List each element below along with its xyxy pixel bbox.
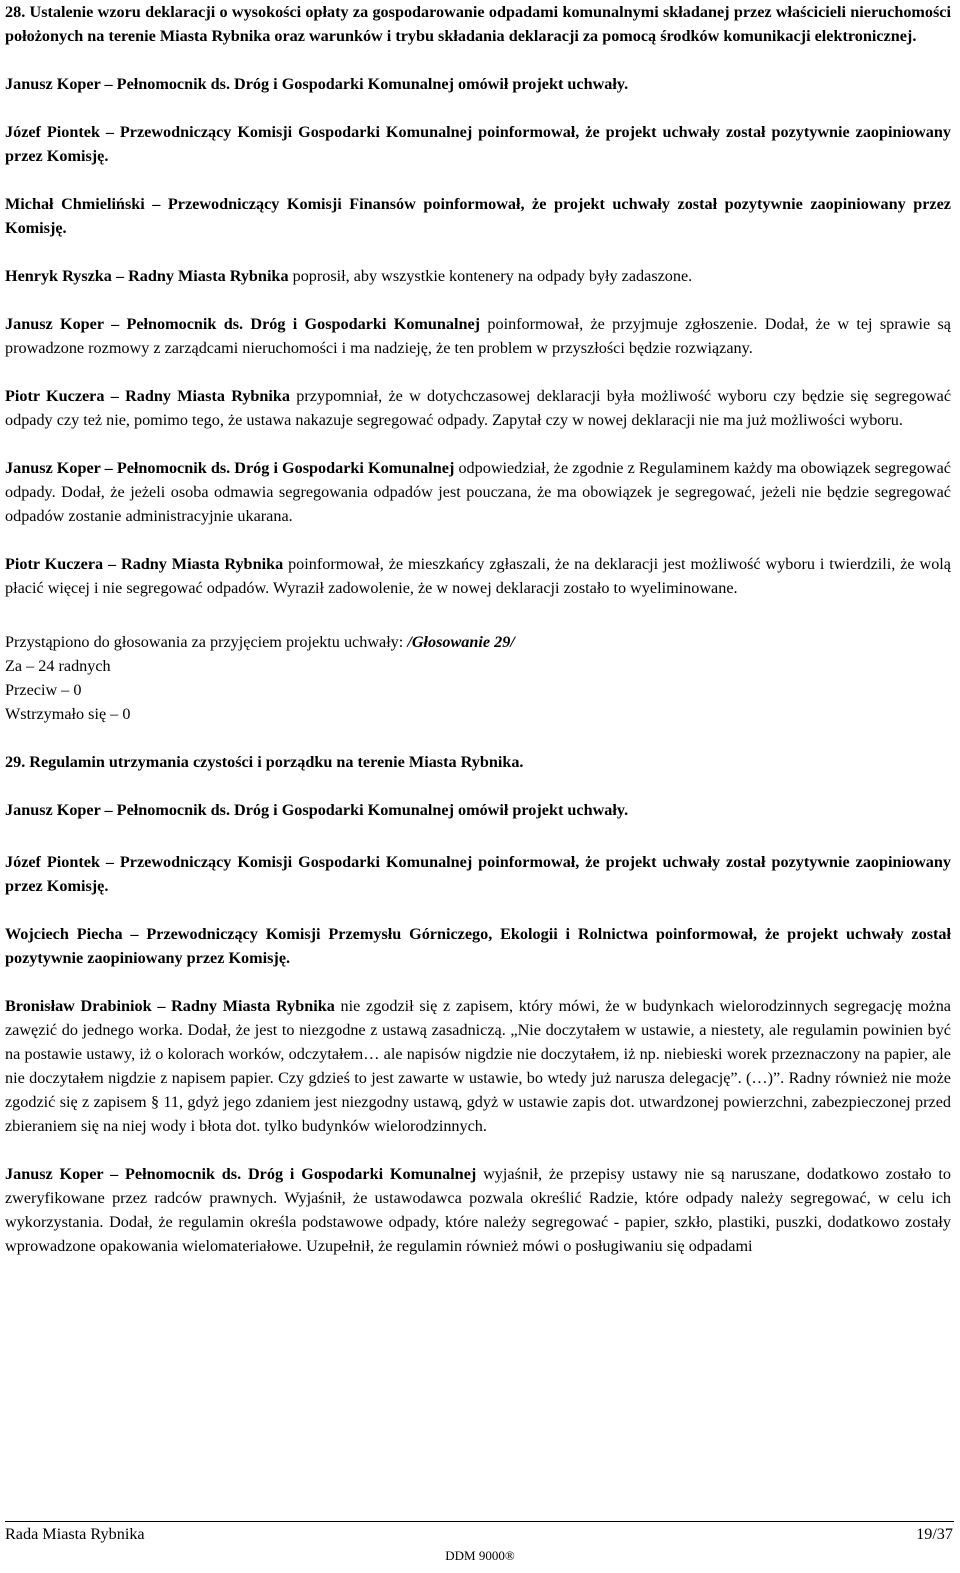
speaker: Janusz Koper – Pełnomocnik ds. Dróg i Gospodarki Komunalnej [5,315,481,333]
item-29-paragraph-2: Józef Piontek – Przewodniczący Komisji Gospodarki Komunalnej poinformował, że projekt uchwały został pozytywnie zaopiniowany przez Komisję. [5,853,951,895]
item-28-paragraph-4 [5,264,951,288]
vote-intro-text: Przystąpiono do głosowania za przyjęciem projektu uchwały: [5,633,408,651]
item-29-heading: 29. Regulamin utrzymania czystości i porządku na terenie Miasta Rybnika. [5,753,524,771]
speaker: Janusz Koper – Pełnomocnik ds. Dróg i Gospodarki Komunalnej [5,1165,477,1183]
item-28-heading: 28. Ustalenie wzoru deklaracji o wysokości opłaty za gospodarowanie odpadami komunalnymi składanej przez właścicieli nieruchomości położonych na terenie Miasta Rybnika oraz warunków i trybu składania deklaracji za pomocą środków komunikacji elektronicznej. [5,3,951,45]
item-29-paragraph-4 [5,994,951,1138]
speaker: Bronisław Drabiniok – Radny Miasta Rybnika [5,997,335,1015]
item-29-paragraph-5 [5,1162,951,1258]
statement: poinformował, że mieszkańcy zgłaszali, że na deklaracji jest możliwość wyboru i twierdzili, że wolą płacić więcej i nie segregować odpadów. Wyraził zadowolenie, że w nowej deklaracji zostało to wyeliminowane. [5,555,951,597]
vote-abstain: Wstrzymało się – 0 [5,705,131,723]
speaker: Henryk Ryszka – Radny Miasta Rybnika [5,267,289,285]
item-28-paragraph-2: Józef Piontek – Przewodniczący Komisji Gospodarki Komunalnej poinformował, że projekt uchwały został pozytywnie zaopiniowany przez Komisję. [5,123,951,165]
footer-divider [5,1521,954,1522]
item-29-paragraph-1: Janusz Koper – Pełnomocnik ds. Dróg i Gospodarki Komunalnej omówił projekt uchwały. [5,801,629,819]
statement: odpowiedział, że zgodnie z Regulaminem każdy ma obowiązek segregować odpady. Dodał, że jeżeli osoba odmawia segregowania odpadów jest pouczana, że ma obowiązek je segregować, jeżeli nie będzie segregować odpadów zostanie administracyjnie ukarana. [5,459,951,525]
speaker: Piotr Kuczera – Radny Miasta Rybnika [5,555,284,573]
item-28-paragraph-6 [5,384,951,432]
page-number: 19/37 [916,1525,953,1543]
statement: poinformował, że przyjmuje zgłoszenie. Dodał, że w tej sprawie są prowadzone rozmowy z zarządcami nieruchomości i ma nadzieję, że ten problem w przyszłości będzie rozwiązany. [5,315,951,357]
footer-document-code: DDM 9000® [445,1548,515,1563]
item-28-paragraph-5 [5,312,951,360]
statement: poprosił, aby wszystkie kontenery na odpady były zadaszone. [288,267,693,285]
vote-against: Przeciw – 0 [5,681,82,699]
item-28-paragraph-7 [5,456,951,528]
item-28-paragraph-3: Michał Chmieliński – Przewodniczący Komisji Finansów poinformował, że projekt uchwały został pozytywnie zaopiniowany przez Komisję. [5,195,951,237]
statement: przypomniał, że w dotychczasowej deklaracji była możliwość wyboru czy będzie się segregować odpady czy też nie, pomimo tego, że ustawa nakazuje segregować odpady. Zapytał czy w nowej deklaracji nie ma już możliwości wyboru. [5,387,952,429]
document-page [5,0,951,1258]
item-28-paragraph-8 [5,552,951,600]
statement: nie zgodził się z zapisem, który mówi, że w budynkach wielorodzinnych segregację można zawęzić do jednego worka. Dodał, że jest to niezgodne z ustawą zasadniczą. „Nie doczytałem w ustawie, a niestety, ale regulamin powinien być na postawie ustawy, iż o kolorach worków, odczytałem… ale napisów nigdzie nie doczytałem, iż np. niebieski worek przeznaczony na papier, ale nie doczytałem nigdzie z napisem papier. Czy gdzieś to jest zawarte w ustawie, bo wtedy już narusza delegację”. (…)”. Radny również nie może zgodzić się z zapisem § 11, gdyż jego zdaniem jest niezgodny ustawą, gdyż w ustawie zapis dot. utwardzonej powierzchni, zabezpieczonej przed zbieraniem się na niej wody i błota dot. tylko budynków wielorodzinnych. [5,997,951,1135]
footer-organization: Rada Miasta Rybnika [5,1525,145,1543]
statement: wyjaśnił, że przepisy ustawy nie są naruszane, dodatkowo zostało to zweryfikowane przez radców prawnych. Wyjaśnił, że ustawodawca pozwala określić Radzie, które odpady należy segregować, w celu ich wykorzystania. Dodał, że regulamin określa podstawowe odpady, które należy segregować - papier, szkło, plastiki, puszki, dodatkowo zostały wprowadzone opakowania wielomateriałowe. Uzupełnił, że regulamin również mówi o posługiwaniu się odpadami [5,1165,951,1255]
vote-for: Za – 24 radnych [5,657,111,675]
speaker: Piotr Kuczera – Radny Miasta Rybnika [5,387,291,405]
vote-intro [5,630,951,654]
vote-reference: /Głosowanie 29/ [407,633,515,651]
item-28-paragraph-1: Janusz Koper – Pełnomocnik ds. Dróg i Gospodarki Komunalnej omówił projekt uchwały. [5,75,629,93]
speaker: Janusz Koper – Pełnomocnik ds. Dróg i Gospodarki Komunalnej [5,459,455,477]
item-29-paragraph-3: Wojciech Piecha – Przewodniczący Komisji Przemysłu Górniczego, Ekologii i Rolnictwa poinformował, że projekt uchwały został pozytywnie zaopiniowany przez Komisję. [5,925,951,967]
